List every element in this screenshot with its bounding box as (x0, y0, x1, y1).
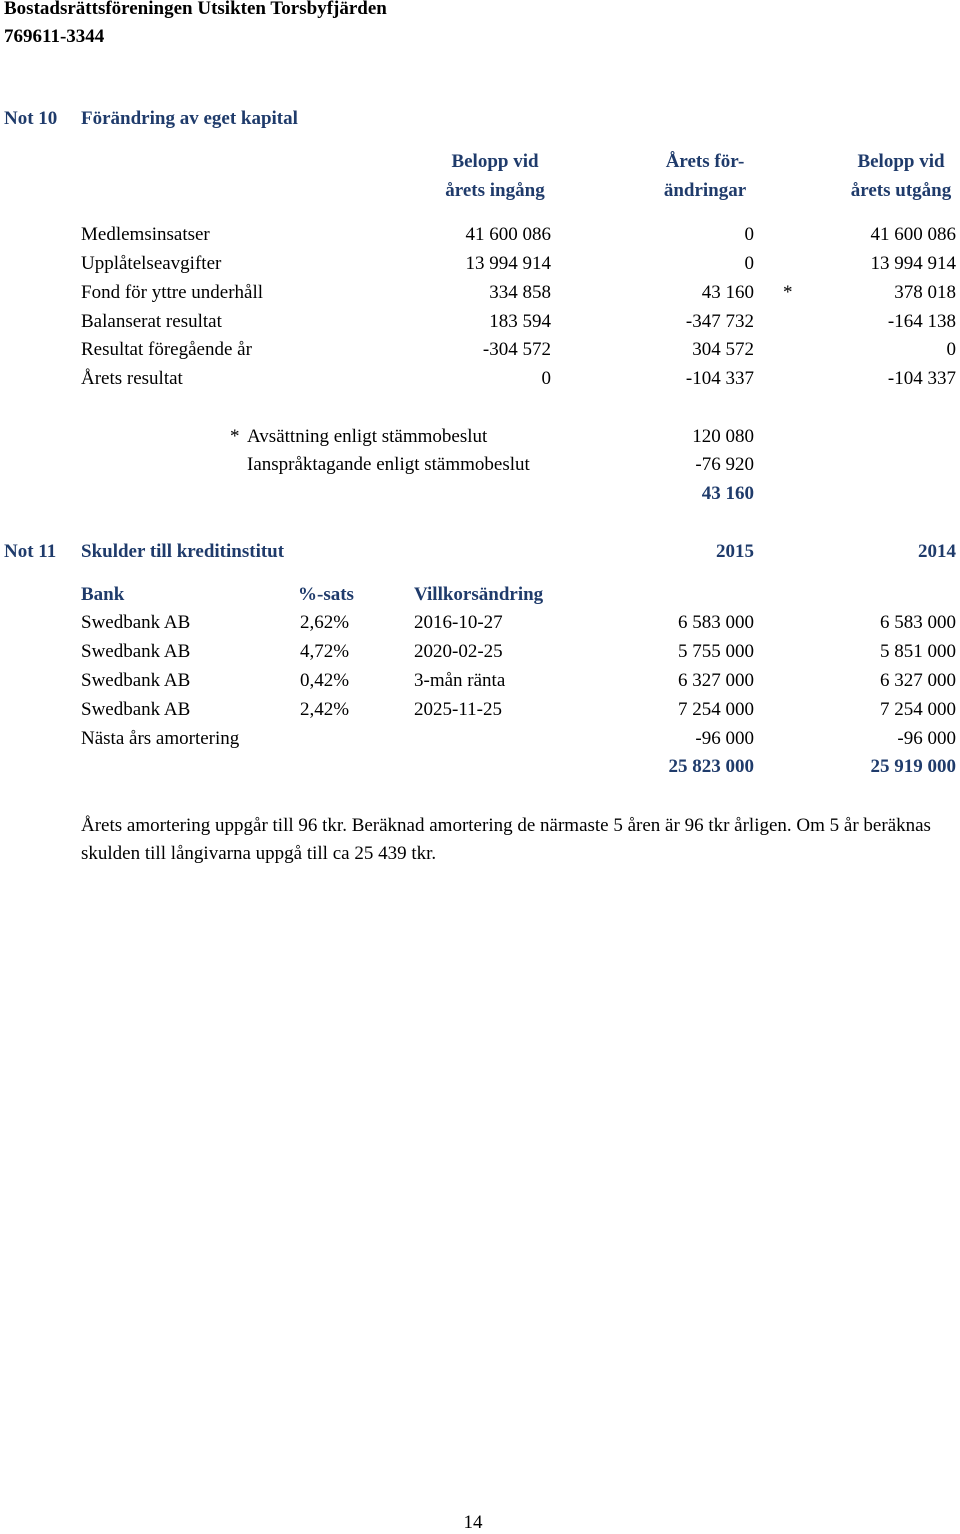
loan-bank: Nästa års amortering (81, 728, 240, 749)
loan-2014: 6 583 000 (880, 612, 956, 633)
note11-col-rate: %-sats (298, 584, 354, 605)
note11-col-change: Villkorsändring (414, 584, 544, 605)
loan-change-date: 2016-10-27 (414, 612, 503, 633)
row-utgang: -164 138 (887, 311, 956, 332)
footnote-line-value: -76 920 (695, 454, 754, 475)
note10-number: Not 10 (4, 108, 58, 129)
row-label: Upplåtelseavgifter (81, 253, 222, 274)
loan-rate: 4,72% (300, 641, 350, 662)
loan-2014: -96 000 (897, 728, 956, 749)
loan-total-2014: 25 919 000 (870, 756, 956, 777)
note11-year-previous: 2014 (918, 541, 956, 562)
loan-bank: Swedbank AB (81, 641, 191, 662)
row-label: Balanserat resultat (81, 311, 222, 332)
organization-number: 769611-3344 (4, 26, 105, 47)
loan-change-date: 2025-11-25 (414, 699, 502, 720)
loan-2015: 5 755 000 (678, 641, 754, 662)
note11-number: Not 11 (4, 541, 57, 562)
loan-2015: 7 254 000 (678, 699, 754, 720)
loan-rate: 2,62% (300, 612, 350, 633)
row-ingang: -304 572 (482, 339, 551, 360)
loan-2015: 6 327 000 (678, 670, 754, 691)
row-forandring: 43 160 (701, 282, 754, 303)
row-utgang: 41 600 086 (870, 224, 956, 245)
note10-title: Förändring av eget kapital (81, 108, 298, 129)
loan-bank: Swedbank AB (81, 699, 191, 720)
row-forandring: 0 (744, 253, 754, 274)
row-forandring: -104 337 (685, 368, 754, 389)
loan-2014: 7 254 000 (880, 699, 956, 720)
row-ingang: 41 600 086 (465, 224, 551, 245)
row-label: Fond för yttre underhåll (81, 282, 264, 303)
note10-col-header-ingang: Belopp vid årets ingång (445, 151, 545, 201)
footnote-total: 43 160 (701, 483, 754, 504)
loan-2014: 5 851 000 (880, 641, 956, 662)
loan-rate: 0,42% (300, 670, 350, 691)
footnote-line-label: Avsättning enligt stämmobeslut (247, 426, 488, 447)
row-utgang: -104 337 (887, 368, 956, 389)
row-marker: * (783, 282, 793, 303)
loan-bank: Swedbank AB (81, 612, 191, 633)
loan-bank: Swedbank AB (81, 670, 191, 691)
row-ingang: 183 594 (489, 311, 551, 332)
row-forandring: 0 (744, 224, 754, 245)
footnote-marker: * (230, 426, 240, 447)
amortization-paragraph: Årets amortering uppgår till 96 tkr. Beräknad amortering de närmaste 5 åren är 96 tkr årligen. Om 5 år beräknas skulden till långivarna uppgå till ca 25 439 tkr. (81, 815, 931, 864)
page-number: 14 (463, 1512, 483, 1533)
note11-year-current: 2015 (716, 541, 754, 562)
note10-col-header-utgang: Belopp vid årets utgång (850, 151, 952, 201)
row-label: Resultat föregående år (81, 339, 252, 360)
row-ingang: 0 (541, 368, 551, 389)
row-label: Årets resultat (81, 368, 183, 389)
footnote-line-label: Ianspråktagande enligt stämmobeslut (247, 454, 530, 475)
note10-col-header-forandring: Årets för- ändringar (663, 151, 747, 201)
loan-2015: 6 583 000 (678, 612, 754, 633)
row-label: Medlemsinsatser (81, 224, 210, 245)
loan-total-2015: 25 823 000 (668, 756, 754, 777)
row-utgang: 0 (946, 339, 956, 360)
row-utgang: 378 018 (894, 282, 956, 303)
row-forandring: 304 572 (692, 339, 754, 360)
loan-change-date: 2020-02-25 (414, 641, 503, 662)
loan-2015: -96 000 (695, 728, 754, 749)
loan-change-date: 3-mån ränta (414, 670, 506, 691)
organization-name: Bostadsrättsföreningen Utsikten Torsbyfjärden (4, 0, 387, 19)
row-ingang: 13 994 914 (465, 253, 551, 274)
note11-title: Skulder till kreditinstitut (81, 541, 285, 562)
loan-2014: 6 327 000 (880, 670, 956, 691)
row-forandring: -347 732 (685, 311, 754, 332)
row-utgang: 13 994 914 (870, 253, 956, 274)
row-ingang: 334 858 (489, 282, 551, 303)
note11-col-bank: Bank (81, 584, 125, 605)
loan-rate: 2,42% (300, 699, 350, 720)
footnote-line-value: 120 080 (692, 426, 754, 447)
